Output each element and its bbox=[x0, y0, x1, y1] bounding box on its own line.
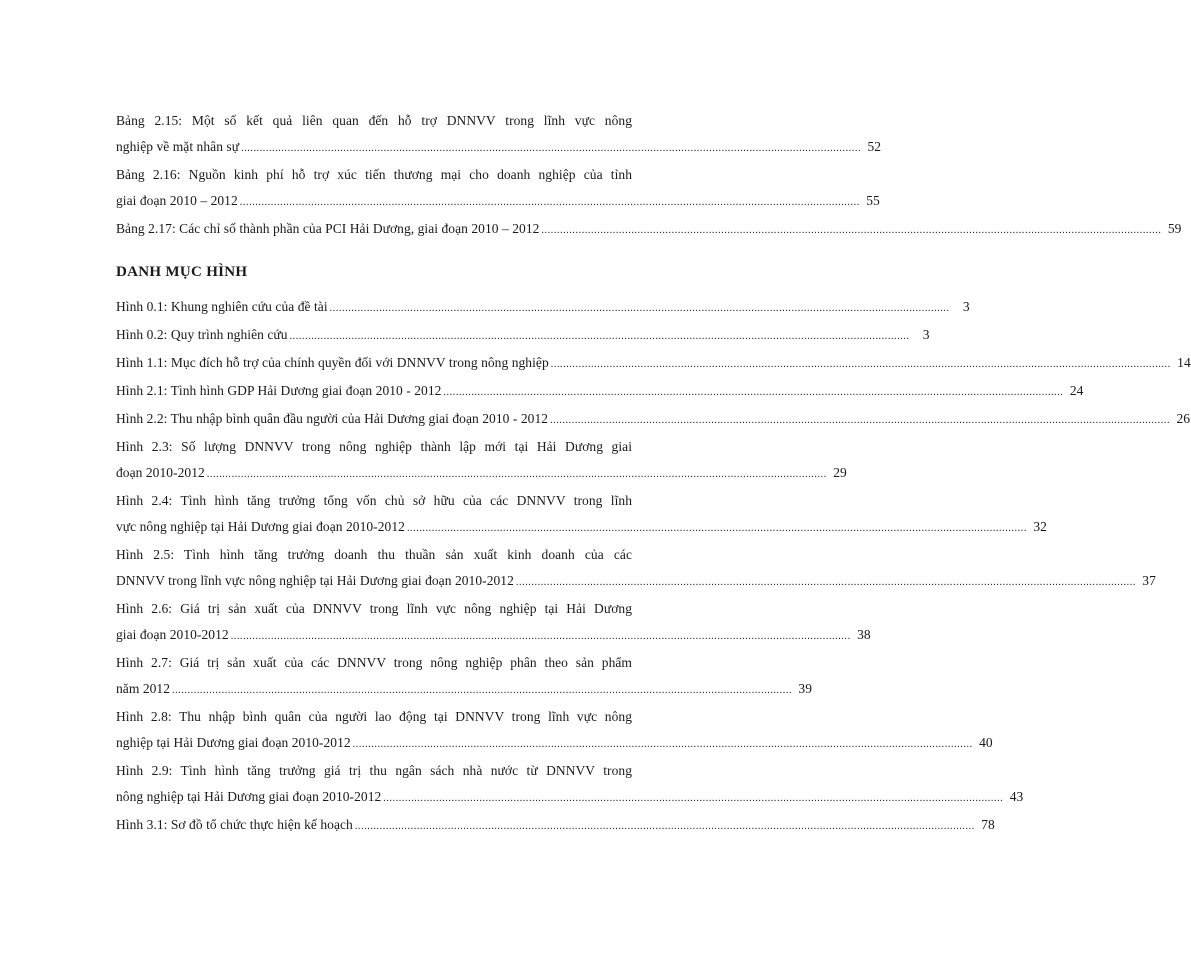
entry-caption-line: Hình 2.5: Tình hình tăng trưởng doanh thu thuần sản xuất kinh doanh của các bbox=[116, 547, 632, 562]
entry-caption-line: Hình 2.3: Số lượng DNNVV trong nông nghiệp thành lập mới tại Hải Dương giai bbox=[116, 439, 632, 454]
page-number: 26 bbox=[1176, 411, 1191, 426]
toc-entry bbox=[116, 434, 847, 488]
table-list bbox=[116, 108, 1182, 244]
page-number: 40 bbox=[979, 735, 993, 750]
entry-caption: giai đoạn 2010-2012 bbox=[116, 627, 229, 642]
toc-entry bbox=[116, 406, 1191, 434]
entry-caption-line: Hình 2.7: Giá trị sản xuất của các DNNVV trong nông nghiệp phân theo sản phẩm bbox=[116, 655, 632, 670]
toc-entry bbox=[116, 294, 970, 322]
page-number: 32 bbox=[1033, 519, 1047, 534]
dot-leader: ........................................................................................................................................................................................................ bbox=[541, 225, 1162, 236]
toc-entry bbox=[116, 812, 995, 840]
entry-caption-line: Bảng 2.15: Một số kết quả liên quan đến hỗ trợ DNNVV trong lĩnh vực nông bbox=[116, 113, 632, 128]
toc-entry bbox=[116, 488, 1047, 542]
dot-leader: ........................................................................................................................................................................................................ bbox=[352, 739, 973, 750]
page-number: 29 bbox=[833, 465, 847, 480]
entry-caption: DNNVV trong lĩnh vực nông nghiệp tại Hải Dương giai đoạn 2010-2012 bbox=[116, 573, 514, 588]
dot-leader: ........................................................................................................................................................................................................ bbox=[289, 331, 910, 342]
toc-entry bbox=[116, 758, 1024, 812]
entry-caption: Hình 2.2: Thu nhập bình quân đầu người của Hải Dương giai đoạn 2010 - 2012 bbox=[116, 411, 549, 426]
dot-leader: ........................................................................................................................................................................................................ bbox=[172, 685, 793, 696]
dot-leader: ........................................................................................................................................................................................................ bbox=[239, 197, 860, 208]
page-number: 37 bbox=[1142, 573, 1156, 588]
entry-caption: Hình 0.1: Khung nghiên cứu của đề tài bbox=[116, 299, 328, 314]
page-number: 14 bbox=[1177, 355, 1191, 370]
entry-caption-line: Hình 2.8: Thu nhập bình quân của người lao động tại DNNVV trong lĩnh vực nông bbox=[116, 709, 632, 724]
toc-entry bbox=[116, 322, 930, 350]
toc-entry bbox=[116, 108, 882, 162]
entry-caption: nghiệp tại Hải Dương giai đoạn 2010-2012 bbox=[116, 735, 351, 750]
page-number: 3 bbox=[922, 327, 930, 342]
toc-entry bbox=[116, 704, 993, 758]
dot-leader: ........................................................................................................................................................................................................ bbox=[550, 359, 1171, 370]
dot-leader: ........................................................................................................................................................................................................ bbox=[206, 469, 827, 480]
entry-caption: Bảng 2.17: Các chỉ số thành phần của PCI Hải Dương, giai đoạn 2010 – 2012 bbox=[116, 221, 540, 236]
entry-caption: Hình 3.1: Sơ đồ tổ chức thực hiện kế hoạch bbox=[116, 817, 353, 832]
entry-caption: Hình 2.1: Tình hình GDP Hải Dương giai đoạn 2010 - 2012 bbox=[116, 383, 442, 398]
entry-caption: vực nông nghiệp tại Hải Dương giai đoạn 2010-2012 bbox=[116, 519, 405, 534]
dot-leader: ........................................................................................................................................................................................................ bbox=[230, 631, 851, 642]
entry-caption: năm 2012 bbox=[116, 681, 171, 696]
page-number: 24 bbox=[1069, 383, 1084, 398]
toc-entry bbox=[116, 162, 880, 216]
entry-caption: Hình 1.1: Mục đích hỗ trợ của chính quyền đối với DNNVV trong nông nghiệp bbox=[116, 355, 549, 370]
toc-entry bbox=[116, 216, 1182, 244]
page-number: 55 bbox=[866, 193, 880, 208]
entry-caption-line: Hình 2.6: Giá trị sản xuất của DNNVV trong lĩnh vực nông nghiệp tại Hải Dương bbox=[116, 601, 632, 616]
entry-caption: nông nghiệp tại Hải Dương giai đoạn 2010-2012 bbox=[116, 789, 382, 804]
toc-entry bbox=[116, 650, 813, 704]
page-number: 3 bbox=[962, 299, 970, 314]
page-number: 52 bbox=[867, 139, 882, 154]
entry-caption: đoạn 2010-2012 bbox=[116, 465, 205, 480]
dot-leader: ........................................................................................................................................................................................................ bbox=[241, 143, 862, 154]
dot-leader: ........................................................................................................................................................................................................ bbox=[406, 523, 1027, 534]
page-number: 59 bbox=[1167, 221, 1182, 236]
page-number: 38 bbox=[857, 627, 871, 642]
page-number: 78 bbox=[981, 817, 995, 832]
toc-entry bbox=[116, 350, 1191, 378]
dot-leader: ........................................................................................................................................................................................................ bbox=[383, 793, 1004, 804]
toc-entry bbox=[116, 378, 1084, 406]
dot-leader: ........................................................................................................................................................................................................ bbox=[443, 387, 1064, 398]
entry-caption: Hình 0.2: Quy trình nghiên cứu bbox=[116, 327, 288, 342]
entry-caption: giai đoạn 2010 – 2012 bbox=[116, 193, 238, 208]
toc-entry bbox=[116, 596, 871, 650]
dot-leader: ........................................................................................................................................................................................................ bbox=[329, 303, 950, 314]
entry-caption-line: Hình 2.9: Tình hình tăng trưởng giá trị thu ngân sách nhà nước từ DNNVV trong bbox=[116, 763, 632, 778]
figures-heading: DANH MỤC HÌNH bbox=[116, 264, 248, 280]
entry-caption: nghiệp về mặt nhân sự bbox=[116, 139, 240, 154]
dot-leader: ........................................................................................................................................................................................................ bbox=[354, 821, 975, 832]
figure-list bbox=[116, 294, 1191, 840]
dot-leader: ........................................................................................................................................................................................................ bbox=[550, 415, 1171, 426]
toc-entry bbox=[116, 542, 1156, 596]
page-number: 39 bbox=[798, 681, 813, 696]
dot-leader: ........................................................................................................................................................................................................ bbox=[515, 577, 1136, 588]
page-number: 43 bbox=[1009, 789, 1024, 804]
entry-caption-line: Hình 2.4: Tình hình tăng trưởng tổng vốn chủ sở hữu của các DNNVV trong lĩnh bbox=[116, 493, 632, 508]
entry-caption-line: Bảng 2.16: Nguồn kinh phí hỗ trợ xúc tiến thương mại cho doanh nghiệp của tỉnh bbox=[116, 167, 632, 182]
